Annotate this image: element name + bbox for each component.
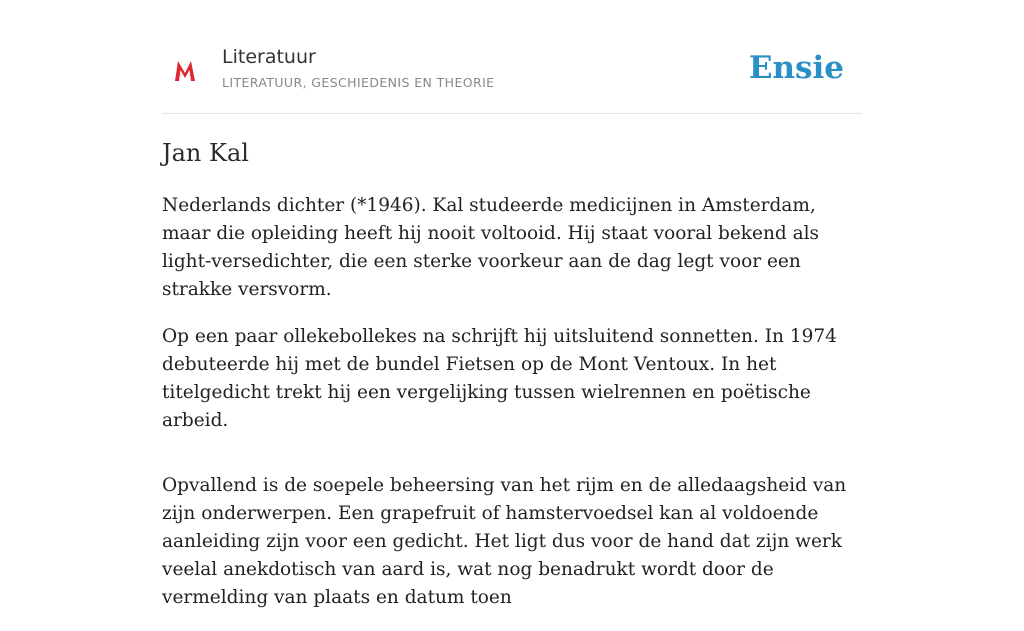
category-title[interactable]: Literatuur xyxy=(222,46,316,68)
category-logo-icon[interactable] xyxy=(172,57,198,83)
brand-logo[interactable]: Ensie xyxy=(748,50,844,86)
article-paragraph: Nederlands dichter (*1946). Kal studeerde medicijnen in Amsterdam, maar die opleiding heeft hij nooit voltooid. Hij staat vooral bekend als light-versedichter, die een sterke voorkeur aan de dag legt voor een strakke versvorm. xyxy=(162,195,820,300)
article-paragraph: Opvallend is de soepele beheersing van het rijm en de alledaagsheid van zijn onderwerpen. Een grapefruit of hamstervoedsel kan al voldoende aanleiding zijn voor een gedicht. Het ligt dus voor de hand dat zijn werk veelal anekdotisch van aard is, wat nog benadrukt wordt door de vermelding van plaats en datum toen xyxy=(162,475,847,608)
site-header xyxy=(162,40,862,114)
article-paragraph: Op een paar ollekebollekes na schrijft hij uitsluitend sonnetten. In 1974 debuteerde hij met de bundel Fietsen op de Mont Ventoux. In het titelgedicht trekt hij een vergelijking tussen wielrennen en poëtische arbeid. xyxy=(162,326,837,431)
article-title: Jan Kal xyxy=(162,139,249,167)
category-subtitle: LITERATUUR, GESCHIEDENIS EN THEORIE xyxy=(222,75,495,90)
article xyxy=(162,136,862,631)
